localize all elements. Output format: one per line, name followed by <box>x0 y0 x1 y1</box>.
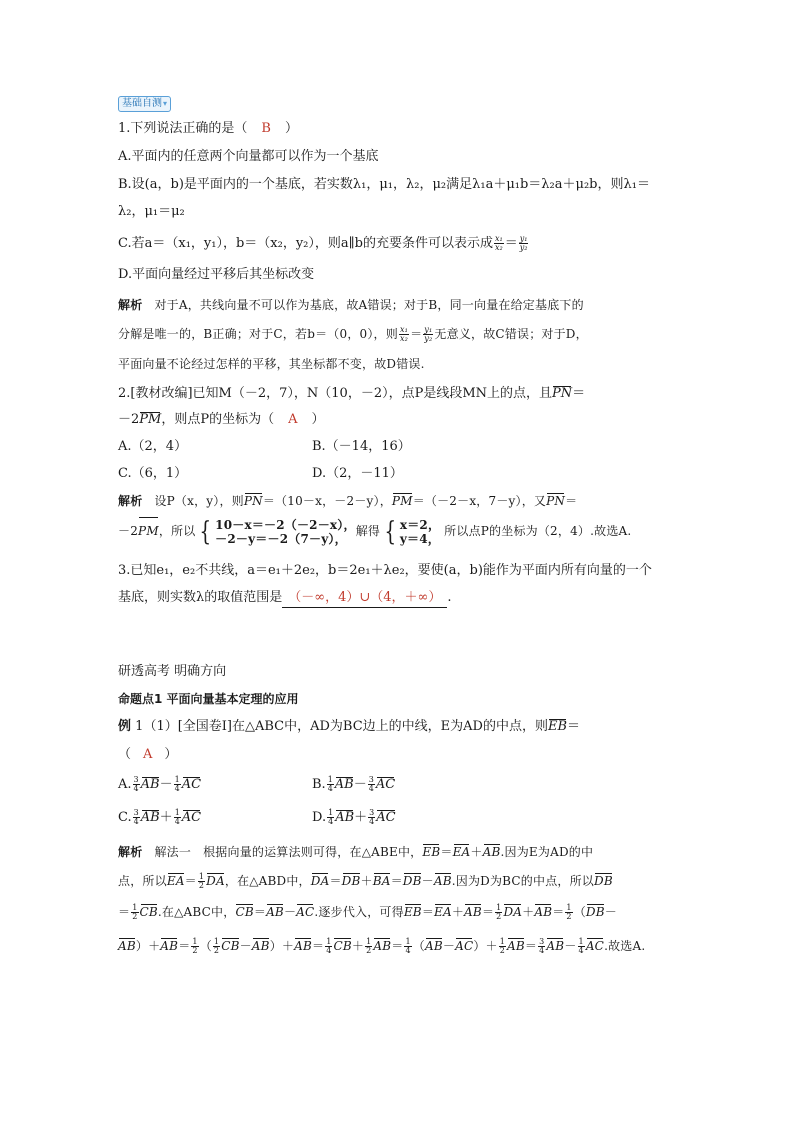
example1-solution-line3: ＝ $\frac{1}{2}$ CB.在△ABC中，CB＝AB－AC.逐步代入，可得EB＝EA＋AB＝ $\frac{1}{2}$ DA＋AB＝ $\frac{1}{2}$ （DB－ <box>118 903 617 921</box>
q2-option-c: C.（6，1） <box>118 466 188 481</box>
solution-label: 解析 <box>118 298 143 312</box>
fraction: $\frac{1}{2}$ <box>198 872 205 890</box>
vector-ab: AB <box>335 810 355 825</box>
fraction: $\frac{1}{2}$ <box>213 937 220 955</box>
example1-solution-line1: 解析 解法一 根据向量的运算法则可得，在△ABE中，EB＝EA＋AB.因为E为AD的中 <box>118 845 594 859</box>
vector-cb: CB <box>333 939 352 953</box>
fraction: $\frac{3}{4}$ <box>369 808 375 826</box>
fraction: $\frac{3}{4}$ <box>539 937 545 955</box>
vector-ab: AB <box>140 810 160 825</box>
q2-solution-line1: 解析 设P（x，y），则PN＝（10－x，－2－y），PM＝（－2－x，7－y），又PN＝ <box>118 494 578 508</box>
vector-ab: AB <box>424 939 443 953</box>
vector-pn: PN <box>552 386 573 401</box>
q1-option-c: C.若a＝（x₁，y₁），b＝（x₂，y₂），则a∥b的充要条件可以表示成 $\frac{\text{x₁}}{\text{x₂}}$ ＝ $\frac{\text{y₁}}{\text{y₂}}$ <box>118 234 528 252</box>
topic-heading: 命题点1 平面向量基本定理的应用 <box>118 692 299 706</box>
vector-da: DA <box>310 874 330 888</box>
q3-line2: 基底，则实数λ的取值范围是 （－∞，4）∪（4，＋∞） . <box>118 589 451 608</box>
fraction: $\frac{3}{4}$ <box>368 775 374 793</box>
vector-ac: AC <box>181 810 202 825</box>
q2-answer: A <box>288 412 298 427</box>
q2-option-b: B.（－14，16） <box>312 439 411 454</box>
vector-ab: AB <box>373 939 392 953</box>
fraction: $\frac{1}{2}$ <box>366 937 372 955</box>
example1-stem-line2: （ A ） <box>118 747 178 762</box>
example1-option-d: D. $\frac{1}{4}$ AB＋ $\frac{3}{4}$ AC <box>312 808 396 826</box>
q3-line1: 3.已知e₁，e₂不共线，a＝e₁＋2e₂，b＝2e₁＋λe₂，要使(a，b)能作为平面内所有向量的一个 <box>118 563 652 578</box>
fraction: $\frac{1}{4}$ <box>174 775 180 793</box>
left-brace-icon: { <box>199 516 212 547</box>
fraction: $\frac{1}{2}$ <box>566 903 572 921</box>
fraction: $\frac{1}{2}$ <box>192 937 198 955</box>
fraction: $\frac{3}{4}$ <box>133 808 139 826</box>
q2-option-d: D.（2，－11） <box>312 466 403 481</box>
fraction: $\frac{\text{x₁}}{\text{x₂}}$ <box>399 325 409 343</box>
q2-solution-line2: －2PM，所以 { 10－x＝－2（－2－x）， －2－y＝－2（7－y）， 解得 { x＝2， y＝4， 所以点P的坐标为（2，4）.故选A. <box>118 516 632 547</box>
vector-db: DB <box>402 874 422 888</box>
vector-db: DB <box>585 905 605 919</box>
fraction: $\frac{\text{y₁}}{\text{y₂}}$ <box>519 234 528 252</box>
vector-cb: CB <box>139 905 158 919</box>
fraction: $\frac{\text{x₁}}{\text{x₂}}$ <box>494 234 503 252</box>
vector-ab: AB <box>140 777 160 792</box>
solution-label: 解析 <box>118 845 143 859</box>
example1-option-b: B. $\frac{1}{4}$ AB－ $\frac{3}{4}$ AC <box>312 775 396 793</box>
vector-ab: AB <box>546 939 565 953</box>
vector-ac: AC <box>181 777 202 792</box>
section-tag <box>118 96 171 112</box>
fraction: $\frac{1}{2}$ <box>499 937 506 955</box>
fraction: $\frac{1}{2}$ <box>132 903 138 921</box>
vector-cb: CB <box>221 939 240 953</box>
vector-ac: AC <box>585 939 605 953</box>
vector-eb: EB <box>422 845 441 859</box>
example-label: 例 <box>118 719 132 734</box>
vector-da: DA <box>206 874 225 888</box>
vector-ac: AC <box>376 810 396 825</box>
vector-ac: AC <box>455 939 474 953</box>
fraction: $\frac{1}{4}$ <box>328 808 334 826</box>
example1-option-a: A. $\frac{3}{4}$ AB－ $\frac{1}{4}$ AC <box>118 775 202 793</box>
vector-eb: EB <box>547 719 568 734</box>
section-tag-label: 基础自测 <box>122 98 162 109</box>
q1-solution-line2: 分解是唯一的，B正确；对于C，若b＝（0，0），则 $\frac{\text{x₁}}{\text{x₂}}$ ＝ $\frac{\text{y₁}}{\text{y₂}}$ 无意义，故C错误；对于D， <box>118 325 588 343</box>
fraction: $\frac{1}{4}$ <box>578 937 584 955</box>
vector-ab: AB <box>160 939 179 953</box>
fraction: $\frac{1}{4}$ <box>327 775 333 793</box>
chevron-down-icon: ▾ <box>163 99 168 108</box>
vector-pm: PM <box>138 516 159 546</box>
example1-solution-line4: AB）＋AB＝ $\frac{1}{2}$ （ $\frac{1}{2}$ CB－AB）＋AB＝ $\frac{1}{4}$ CB＋ $\frac{1}{2}$ AB＝ $\frac{1}{4}$ （AB－AC）＋ $\frac{1}{2}$ AB＝ $\frac{3}{4}$ AB－ $\frac{1}{4}$ AC.故选A. <box>118 937 646 955</box>
fraction: $\frac{3}{4}$ <box>133 775 139 793</box>
q1-option-b-line1: B.设(a，b)是平面内的一个基底，若实数λ₁，μ₁，λ₂，μ₂满足λ₁a＋μ₁b＝λ₂a＋μ₂b，则λ₁＝ <box>118 177 650 192</box>
vector-pm: PM <box>391 494 413 508</box>
q2-stem-line1: 2.[教材改编]已知M（－2，7），N（10，－2），点P是线段MN上的点，且PN＝ <box>118 386 586 401</box>
vector-ab: AB <box>266 905 284 919</box>
vector-ab: AB <box>294 939 312 953</box>
vector-db: DB <box>594 874 613 888</box>
solution-label: 解析 <box>118 494 143 508</box>
q3-answer: （－∞，4）∪（4，＋∞） <box>282 589 447 608</box>
q1-solution-line3: 平面向量不论经过怎样的平移，其坐标都不变，故D错误. <box>118 357 425 371</box>
vector-db: DB <box>341 874 361 888</box>
example1-stem-line1: 例 1（1）[全国卷Ⅰ]在△ABC中，AD为BC边上的中线，E为AD的中点，则EB＝ <box>118 719 581 734</box>
vector-ea: EA <box>452 845 471 859</box>
vector-pn: PN <box>243 494 263 508</box>
vector-ab: AB <box>118 939 136 953</box>
vector-ea: EA <box>434 905 452 919</box>
vector-cb: CB <box>235 905 254 919</box>
vector-ab: AB <box>464 905 482 919</box>
q1-option-b-line2: λ₂，μ₁＝μ₂ <box>118 204 185 219</box>
vector-ea: EA <box>166 874 185 888</box>
vector-ac: AC <box>296 905 315 919</box>
fraction: $\frac{1}{4}$ <box>174 808 180 826</box>
q1-option-a: A.平面内的任意两个向量都可以作为一个基底 <box>118 149 379 164</box>
vector-da: DA <box>503 905 523 919</box>
q1-solution-line1: 解析 对于A，共线向量不可以作为基底，故A错误；对于B，同一向量在给定基底下的 <box>118 298 584 312</box>
fraction: $\frac{1}{2}$ <box>496 903 502 921</box>
left-brace-icon: { <box>384 516 397 547</box>
vector-pm: PM <box>139 412 162 427</box>
equation-solution: x＝2， y＝4， <box>399 517 441 546</box>
vector-ab: AB <box>433 874 452 888</box>
vector-ab: AB <box>251 939 270 953</box>
vector-ab: AB <box>507 939 525 953</box>
vector-ab: AB <box>482 845 501 859</box>
q2-stem-line2: －2PM，则点P的坐标为（ A ） <box>118 412 325 427</box>
vector-pn: PN <box>546 494 566 508</box>
vector-ab: AB <box>334 777 354 792</box>
vector-ab: AB <box>534 905 553 919</box>
example1-option-c: C. $\frac{3}{4}$ AB＋ $\frac{1}{4}$ AC <box>118 808 202 826</box>
q1-option-d: D.平面向量经过平移后其坐标改变 <box>118 267 315 282</box>
fraction: $\frac{\text{y₁}}{\text{y₂}}$ <box>424 325 433 343</box>
example1-solution-line2: 点，所以EA＝ $\frac{1}{2}$ DA，在△ABD中，DA＝DB＋BA＝DB－AB.因为D为BC的中点，所以DB <box>118 872 613 890</box>
vector-ac: AC <box>375 777 396 792</box>
q1-answer: B <box>261 121 271 136</box>
q1-stem: 1.下列说法正确的是（ B ） <box>118 121 298 136</box>
equation-system: 10－x＝－2（－2－x）， －2－y＝－2（7－y）， <box>215 517 356 546</box>
fraction: $\frac{1}{4}$ <box>326 937 332 955</box>
vector-ba: BA <box>372 874 391 888</box>
vector-eb: EB <box>403 905 422 919</box>
example1-answer: A <box>143 747 153 762</box>
section-title: 研透高考 明确方向 <box>118 664 227 679</box>
q2-option-a: A.（2，4） <box>118 439 188 454</box>
fraction: $\frac{1}{4}$ <box>405 937 411 955</box>
